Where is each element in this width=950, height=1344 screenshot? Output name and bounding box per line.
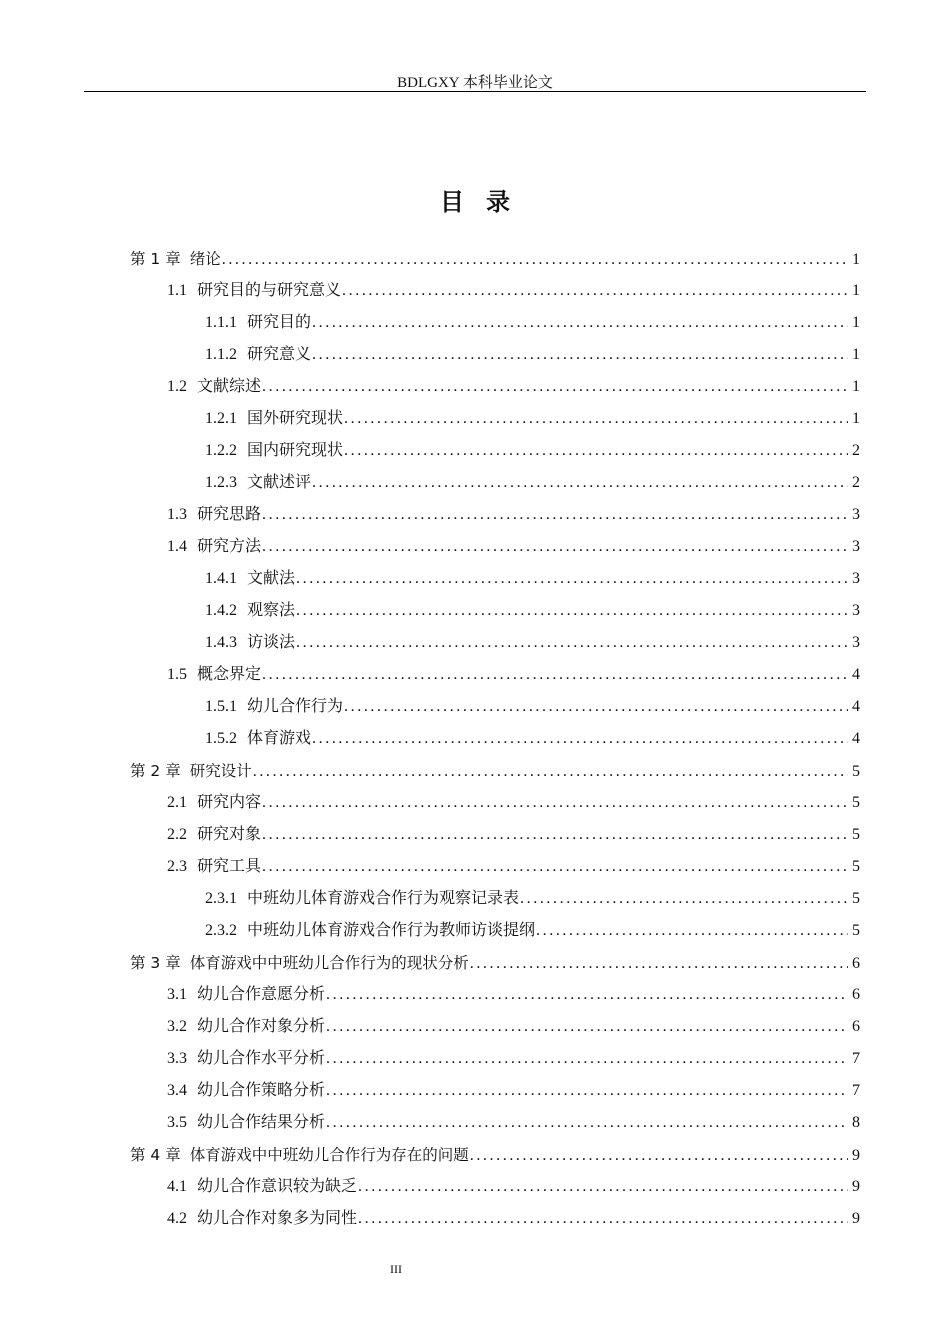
toc-entry-page: 3 [852,506,860,523]
toc-dot-leader [342,275,848,307]
toc-entry-number: 1.3 [167,506,187,523]
toc-entry[interactable] [167,1107,860,1139]
toc-dot-leader [344,403,848,435]
toc-entry-page: 3 [852,538,860,555]
toc-entry[interactable] [205,403,860,435]
toc-dot-leader [262,371,848,403]
toc-entry[interactable] [130,755,860,787]
toc-entry-title: 研究目的 [247,314,312,331]
toc-dot-leader [312,339,848,371]
toc-entry-number: 1.2.2 [205,442,237,459]
toc-entry[interactable] [167,531,860,563]
toc-entry-number: 3.4 [167,1082,187,1099]
toc-entry[interactable] [205,883,860,915]
toc-entry-page: 7 [852,1050,860,1067]
toc-entry-page: 5 [852,794,860,811]
toc-entry-page: 1 [852,251,860,268]
toc-entry-page: 1 [852,314,860,331]
toc-entry[interactable] [205,627,860,659]
toc-entry-page: 1 [852,410,860,427]
toc-entry[interactable] [130,243,860,275]
toc-entry-page: 5 [852,826,860,843]
toc-entry[interactable] [205,307,860,339]
toc-entry[interactable] [205,563,860,595]
toc-entry-number: 第 1 章 [130,250,181,268]
toc-entry[interactable] [167,851,860,883]
toc-entry-number: 1.1.1 [205,314,237,331]
toc-entry-title: 文献述评 [247,474,312,491]
toc-entry-title: 绪论 [189,250,221,268]
toc-dot-leader [312,467,848,499]
toc-dot-leader [470,1140,848,1172]
toc-entry-page: 1 [852,282,860,299]
toc-entry[interactable] [167,1075,860,1107]
toc-entry-page: 4 [852,698,860,715]
toc-entry-number: 3.3 [167,1050,187,1067]
toc-entry-number: 第 3 章 [130,954,181,972]
toc-entry[interactable] [205,339,860,371]
toc-dot-leader [296,595,848,627]
toc-entry-title: 国外研究现状 [247,410,344,427]
toc-entry-page: 5 [852,922,860,939]
toc-entry-number: 第 2 章 [130,762,181,780]
toc-entry-title: 幼儿合作策略分析 [197,1082,326,1099]
toc-entry[interactable] [167,1203,860,1235]
toc-entry-title: 体育游戏中中班幼儿合作行为的现状分析 [189,954,469,972]
toc-entry-page: 5 [852,763,860,780]
toc-entry[interactable] [205,691,860,723]
toc-entry-page: 6 [852,986,860,1003]
toc-entry-number: 4.2 [167,1210,187,1227]
toc-entry-title: 观察法 [247,602,296,619]
toc-dot-leader [222,244,848,276]
toc-entry[interactable] [205,915,860,947]
toc-dot-leader [262,659,848,691]
toc-entry[interactable] [205,435,860,467]
toc-dot-leader [520,883,848,915]
toc-dot-leader [358,1203,848,1235]
toc-dot-leader [262,851,848,883]
toc-entry[interactable] [205,595,860,627]
toc-entry-page: 4 [852,666,860,683]
toc-dot-leader [253,756,848,788]
toc-entry[interactable] [167,1171,860,1203]
toc-entry-page: 1 [852,346,860,363]
toc-entry-title: 幼儿合作对象多为同性 [197,1210,358,1227]
toc-entry[interactable] [130,947,860,979]
toc-entry-number: 1.5 [167,666,187,683]
toc-entry-page: 5 [852,858,860,875]
toc-entry-number: 1.4.1 [205,570,237,587]
running-header: BDLGXY 本科毕业论文 [397,75,553,91]
toc-entry-page: 3 [852,634,860,651]
toc-entry-number: 第 4 章 [130,1146,181,1164]
toc-dot-leader [262,819,848,851]
toc-dot-leader [358,1171,848,1203]
toc-entry-title: 文献法 [247,570,296,587]
toc-entry-number: 2.3 [167,858,187,875]
toc-dot-leader [326,1075,848,1107]
footer-page-number: III [390,1262,402,1276]
toc-dot-leader [326,1107,848,1139]
toc-entry-number: 3.5 [167,1114,187,1131]
toc-entry-number: 2.2 [167,826,187,843]
toc-dot-leader [326,979,848,1011]
toc-entry-number: 1.4.3 [205,634,237,651]
toc-entry-number: 1.1.2 [205,346,237,363]
toc-title: 目录 [440,188,532,216]
toc-dot-leader [470,948,848,980]
toc-dot-leader [344,435,848,467]
toc-entry-title: 幼儿合作意愿分析 [197,986,326,1003]
toc-entry-number: 1.4 [167,538,187,555]
toc-entry[interactable] [167,979,860,1011]
toc-entry-title: 体育游戏中中班幼儿合作行为存在的问题 [189,1146,469,1164]
toc-entry-title: 中班幼儿体育游戏合作行为教师访谈提纲 [247,922,536,939]
toc-entry-number: 1.2.3 [205,474,237,491]
toc-entry-number: 1.2 [167,378,187,395]
toc-entry-title: 幼儿合作行为 [247,698,344,715]
toc-entry-page: 3 [852,570,860,587]
toc-entry-number: 1.5.2 [205,730,237,747]
toc-dot-leader [326,1011,848,1043]
toc-entry[interactable] [130,1139,860,1171]
toc-entry-title: 研究工具 [197,858,262,875]
toc-entry-title: 研究对象 [197,826,262,843]
toc-entry-number: 2.3.2 [205,922,237,939]
toc-dot-leader [296,563,848,595]
toc-entry-title: 体育游戏 [247,730,312,747]
toc-entry-number: 1.1 [167,282,187,299]
toc-entry-number: 2.1 [167,794,187,811]
toc-entry-title: 研究内容 [197,794,262,811]
toc-entry-page: 5 [852,890,860,907]
toc-entry-page: 6 [852,1018,860,1035]
toc-entry-number: 1.2.1 [205,410,237,427]
toc-entry-title: 研究方法 [197,538,262,555]
toc-dot-leader [536,915,848,947]
toc-entry-title: 幼儿合作对象分析 [197,1018,326,1035]
toc-entry[interactable] [167,1043,860,1075]
toc-entry-title: 幼儿合作水平分析 [197,1050,326,1067]
toc-dot-leader [296,627,848,659]
toc-entry[interactable] [167,819,860,851]
toc-entry-page: 1 [852,378,860,395]
toc-dot-leader [262,531,848,563]
toc-entry-page: 9 [852,1178,860,1195]
toc-entry[interactable] [167,659,860,691]
toc-entry-title: 中班幼儿体育游戏合作行为观察记录表 [247,890,520,907]
toc-entry[interactable] [167,787,860,819]
toc-entry[interactable] [167,371,860,403]
toc-entry-title: 研究思路 [197,506,262,523]
toc-entry-title: 研究设计 [189,762,252,780]
toc-dot-leader [262,787,848,819]
toc-entry-number: 3.1 [167,986,187,1003]
toc-entry-title: 研究意义 [247,346,312,363]
toc-entry-page: 9 [852,1147,860,1164]
toc-dot-leader [262,499,848,531]
toc-entry-page: 6 [852,955,860,972]
toc-entry-number: 4.1 [167,1178,187,1195]
header-rule [84,91,866,92]
toc-entry-page: 8 [852,1114,860,1131]
toc-entry-number: 2.3.1 [205,890,237,907]
toc-entry-title: 访谈法 [247,634,296,651]
toc-entry[interactable] [167,499,860,531]
toc-entry-title: 文献综述 [197,378,262,395]
toc-entry-page: 7 [852,1082,860,1099]
toc-dot-leader [312,307,848,339]
toc-entry[interactable] [167,1011,860,1043]
toc-entry-page: 9 [852,1210,860,1227]
toc-entry-page: 4 [852,730,860,747]
toc-entry[interactable] [167,275,860,307]
toc-entry-number: 1.5.1 [205,698,237,715]
toc-entry-number: 1.4.2 [205,602,237,619]
toc-entry-title: 国内研究现状 [247,442,344,459]
toc-entry[interactable] [205,723,860,755]
toc-entry-title: 幼儿合作结果分析 [197,1114,326,1131]
toc-entry-title: 研究目的与研究意义 [197,282,342,299]
toc-dot-leader [312,723,848,755]
toc-entry[interactable] [205,467,860,499]
toc-dot-leader [326,1043,848,1075]
toc-entry-page: 2 [852,442,860,459]
toc-entry-title: 幼儿合作意识较为缺乏 [197,1178,358,1195]
toc-dot-leader [344,691,848,723]
toc-entry-page: 2 [852,474,860,491]
toc-entry-number: 3.2 [167,1018,187,1035]
toc-entry-page: 3 [852,602,860,619]
toc-entry-title: 概念界定 [197,666,262,683]
